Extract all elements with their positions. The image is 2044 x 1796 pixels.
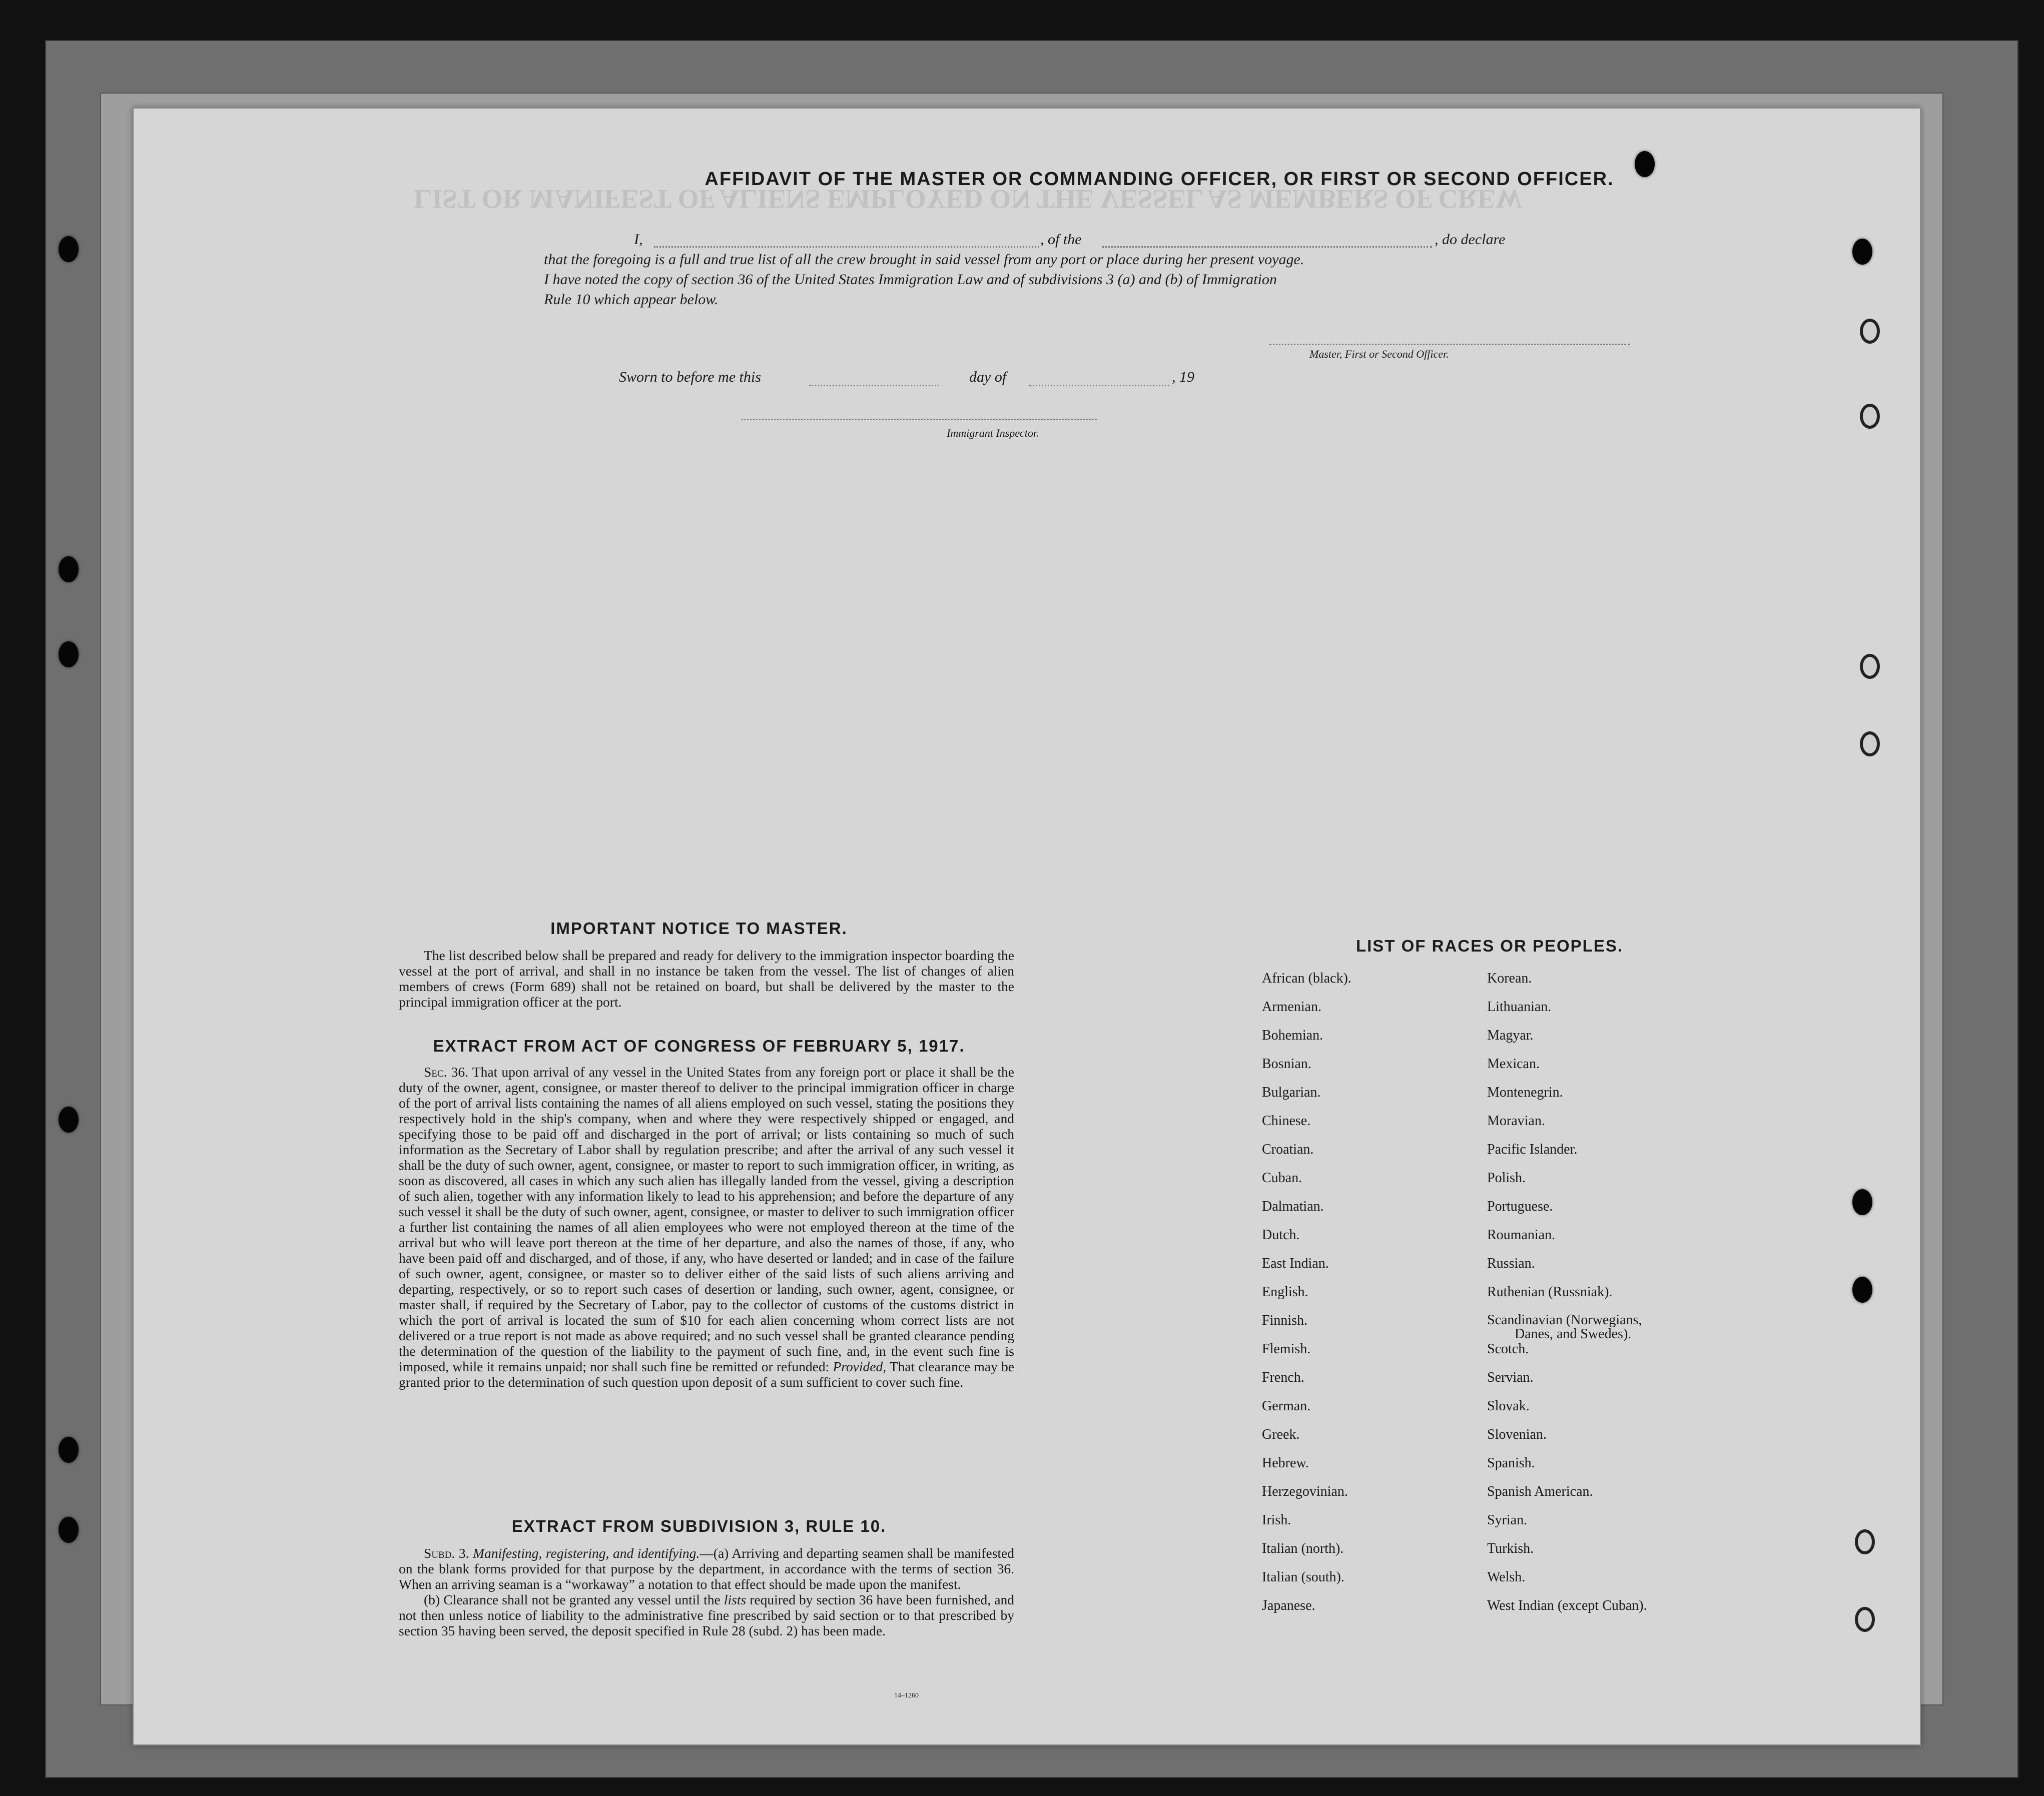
race-entry: Herzegovinian. — [1262, 1484, 1348, 1499]
races-left-column — [1262, 964, 1351, 1620]
race-entry: Dutch. — [1262, 1227, 1300, 1243]
race-entry: Cuban. — [1262, 1170, 1302, 1186]
inspector-signature-field[interactable] — [742, 419, 1097, 420]
binder-ring — [1855, 1529, 1875, 1554]
race-entry: East Indian. — [1262, 1256, 1329, 1271]
binder-hole — [1852, 239, 1872, 265]
notice-title: IMPORTANT NOTICE TO MASTER. — [550, 919, 848, 938]
race-entry: Scotch. — [1487, 1341, 1529, 1357]
race-entry: Italian (south). — [1262, 1569, 1344, 1585]
binder-hole — [1852, 1189, 1872, 1215]
act-extract-title: EXTRACT FROM ACT OF CONGRESS OF FEBRUARY 5, 1917. — [433, 1037, 965, 1055]
race-entry: Welsh. — [1487, 1569, 1526, 1585]
affidavit-title: AFFIDAVIT OF THE MASTER OR COMMANDING OFFICER, OR FIRST OR SECOND OFFICER. — [705, 169, 1614, 190]
race-entry: German. — [1262, 1398, 1311, 1414]
sworn-day-field[interactable] — [809, 385, 939, 386]
lists-word: lists — [724, 1592, 747, 1607]
race-entry: Greek. — [1262, 1427, 1300, 1442]
race-entry: Slovenian. — [1487, 1427, 1547, 1442]
of-the-label: , of the — [1040, 231, 1082, 248]
race-entry-continuation: Danes, and Swedes). — [1515, 1326, 1632, 1342]
signature-caption: Master, First or Second Officer. — [1309, 348, 1449, 360]
race-entry: Japanese. — [1262, 1598, 1315, 1613]
race-entry: Portuguese. — [1487, 1199, 1553, 1214]
binder-ring — [1860, 731, 1880, 756]
affidavit-line-4: Rule 10 which appear below. — [544, 291, 719, 308]
binder-ring — [1855, 1607, 1875, 1632]
provided-word: Provided, — [833, 1359, 887, 1374]
race-entry: Spanish American. — [1487, 1484, 1593, 1499]
race-entry: Korean. — [1487, 971, 1532, 986]
notice-text: The list described below shall be prepared and ready for delivery to the immigration inspector boarding the vessel at the port of arrival, and shall in no instance be taken from the vessel. The list of changes of alien members of crews (Form 689) shall not be retained on board, but shall be delivered by the master to the principal immigration officer at the port. — [399, 948, 1014, 1010]
race-entry: Syrian. — [1487, 1512, 1528, 1528]
officer-signature-field[interactable] — [1269, 344, 1630, 345]
race-entry: Roumanian. — [1487, 1227, 1556, 1243]
race-entry: Scandinavian (Norwegians, Danes, and Swedes). — [1487, 1306, 1647, 1335]
binder-hole — [59, 1437, 79, 1463]
race-entry: Irish. — [1262, 1512, 1291, 1528]
race-entry: Moravian. — [1487, 1113, 1545, 1129]
races-right-column — [1487, 964, 1647, 1620]
para-a-text: Arriving and departing seamen shall be manifested on the blank forms provided for that purpose by the department, in accordance with the terms of section 36. When an arriving seaman is a “workaway” a notation to that effect should be made upon the manifest. — [399, 1545, 1014, 1592]
binder-ring — [1860, 654, 1880, 679]
race-entry: Chinese. — [1262, 1113, 1311, 1129]
rule-extract-paragraph — [399, 1545, 1014, 1638]
do-declare-label: , do declare — [1435, 231, 1506, 248]
race-entry: Ruthenian (Russniak). — [1487, 1284, 1613, 1300]
race-entry: Bulgarian. — [1262, 1085, 1321, 1100]
sworn-label: Sworn to before me this — [619, 369, 761, 385]
binder-ring — [1860, 319, 1880, 344]
day-of-label: day of — [969, 369, 1007, 385]
bleed-through-text: LIST OR MANIFEST OF ALIENS EMPLOYED ON THE VESSEL AS MEMBERS OF CREW — [414, 184, 1523, 214]
race-entry: Russian. — [1487, 1256, 1535, 1271]
binder-ring — [1860, 404, 1880, 429]
form-number: 14–1260 — [894, 1692, 919, 1699]
notice-paragraph — [399, 948, 1014, 1010]
race-entry: West Indian (except Cuban). — [1487, 1598, 1647, 1613]
race-entry: Italian (north). — [1262, 1541, 1344, 1556]
subd-heading: Manifesting, registering, and identifying. — [473, 1545, 700, 1561]
race-entry: Servian. — [1487, 1370, 1534, 1385]
race-entry: African (black). — [1262, 971, 1351, 986]
binder-hole — [59, 1107, 79, 1133]
race-entry: Bosnian. — [1262, 1056, 1311, 1072]
binder-hole — [59, 556, 79, 582]
binder-hole — [1852, 1277, 1872, 1303]
race-entry: English. — [1262, 1284, 1308, 1300]
affidavit-line-3: I have noted the copy of section 36 of the United States Immigration Law and of subdivisions 3 (a) and (b) of Immigration — [544, 271, 1277, 288]
section-36-text-end: That clearance may be granted prior to the determination of such question upon deposit of a sum sufficient to cover such fine. — [399, 1359, 1014, 1390]
para-b-label: (b) — [424, 1592, 440, 1607]
race-entry: Magyar. — [1487, 1028, 1534, 1043]
inspector-caption: Immigrant Inspector. — [947, 427, 1039, 439]
affidavit-line-2: that the foregoing is a full and true list of all the crew brought in said vessel from any port or place during her present voyage. — [544, 251, 1304, 268]
race-entry: Lithuanian. — [1487, 999, 1552, 1015]
race-entry: Hebrew. — [1262, 1455, 1309, 1471]
race-entry: Pacific Islander. — [1487, 1142, 1578, 1157]
sworn-month-field[interactable] — [1029, 385, 1169, 386]
para-b-end: required by section 36 have been furnished, and not then unless notice of liability to the administrative fine prescribed by said section or to that prescribed by section 35 having been served, the deposit specified in Rule 28 (subd. 2) has been made. — [399, 1592, 1015, 1638]
race-entry: Spanish. — [1487, 1455, 1535, 1471]
para-a-label: —(a) — [700, 1545, 729, 1561]
binder-hole — [59, 1517, 79, 1543]
race-entry: Bohemian. — [1262, 1028, 1323, 1043]
vessel-name-field[interactable] — [1102, 246, 1432, 248]
race-entry: French. — [1262, 1370, 1304, 1385]
year-label: , 19 — [1172, 369, 1194, 385]
race-entry: Turkish. — [1487, 1541, 1534, 1556]
race-entry: Armenian. — [1262, 999, 1321, 1015]
race-entry: Finnish. — [1262, 1313, 1308, 1328]
race-entry: Croatian. — [1262, 1142, 1314, 1157]
binder-hole — [59, 236, 79, 262]
master-name-field[interactable] — [654, 246, 1039, 248]
para-b-start: Clearance shall not be granted any vessel until the — [443, 1592, 721, 1607]
binder-hole — [59, 641, 79, 667]
race-entry: Flemish. — [1262, 1341, 1311, 1357]
subd-label: Subd. 3. — [424, 1545, 469, 1561]
race-entry: Dalmatian. — [1262, 1199, 1324, 1214]
act-extract-paragraph — [399, 1064, 1014, 1390]
rule-extract-title: EXTRACT FROM SUBDIVISION 3, RULE 10. — [511, 1517, 887, 1535]
affidavit-i-label: I, — [634, 231, 643, 248]
section-36-text: That upon arrival of any vessel in the United States from any foreign port or place it shall be the duty of the owner, agent, consignee, or master thereof to deliver to the principal immigration officer in charge of the port of arrival lists containing the names of all aliens employed on such vessel, stating the positions they respectively hold in the ship's company, when and where they were respectively shipped or engaged, and specifying those to be paid off and discharged in the port of arrival; or lists containing so much of such information as the Secretary of Labor shall by regulation prescribe; and after the arrival of any such vessel it shall be the duty of such owner, agent, consignee, or master to report to such immigration officer, in writing, as soon as discovered, all cases in which any such alien has illegally landed from the vessel, giving a description of such alien, together with any information likely to lead to his apprehension; and before the departure of any such vessel it shall be the duty of such owner, agent, consignee, or master to deliver to such immigration officer a further list containing the names of all alien employees who were not employed thereon at the time of the arrival but who will leave port thereon at the time of her departure, and also the names of those, if any, who have been paid off and discharged, and of those, if any, who have deserted or landed; and in case of the failure of such owner, agent, consignee, or master so to deliver either of the said lists of such aliens arriving and departing, respectively, or so to report such cases of desertion or landing, such owner, agent, consignee, or master shall, if required by the Secretary of Labor, pay to the collector of customs of the customs district in which the port of arrival is located the sum of $10 for each alien concerning whom correct lists are not delivered or a true report is not made as above required; and no such vessel shall be granted clearance pending the determination of the question of the liability to the payment of such fine, and, in the event such fine is imposed, while it remains unpaid; nor shall such fine be remitted or refunded: — [399, 1064, 1014, 1374]
race-entry: Mexican. — [1487, 1056, 1540, 1072]
race-entry: Polish. — [1487, 1170, 1526, 1186]
race-entry: Slovak. — [1487, 1398, 1530, 1414]
affidavit-page — [133, 108, 1921, 1745]
section-36-label: Sec. 36. — [424, 1064, 469, 1080]
races-title: LIST OF RACES OR PEOPLES. — [1355, 937, 1624, 955]
race-entry: Montenegrin. — [1487, 1085, 1563, 1100]
